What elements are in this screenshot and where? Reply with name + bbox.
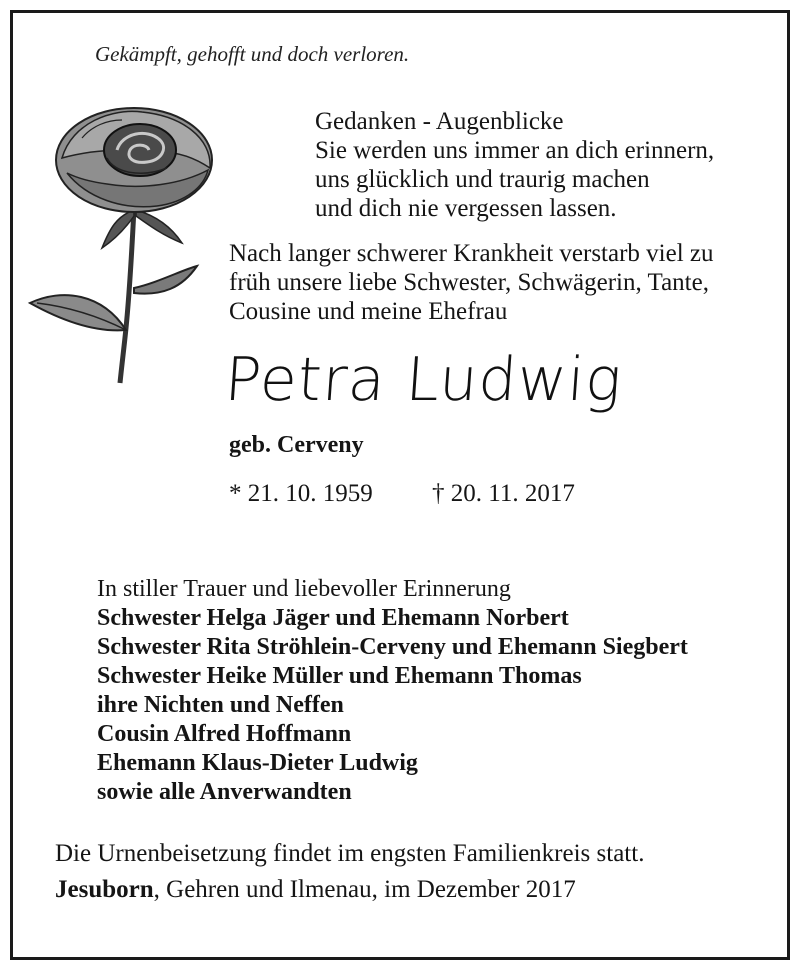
town-name: Jesuborn <box>55 876 154 903</box>
poem <box>315 107 714 223</box>
motto: Gekämpft, gehofft und doch verloren. <box>95 42 410 66</box>
deceased-name: Petra Ludwig <box>222 345 625 415</box>
life-dates <box>229 480 575 508</box>
place-date-rest: , Gehren und Ilmenau, im Dezember 2017 <box>153 876 576 903</box>
rose-icon <box>22 98 222 388</box>
mourners-list <box>97 575 688 807</box>
burial-note: Die Urnenbeisetzung findet im engsten Familienkreis statt. <box>55 840 645 867</box>
poem-line: und dich nie vergessen lassen. <box>315 195 617 222</box>
mourner-entry: Schwester Rita Ströhlein-Cerveny und Ehemann Siegbert <box>97 634 688 660</box>
mourners-intro: In stiller Trauer und liebevoller Erinnerung <box>97 576 511 602</box>
place-and-date <box>55 876 576 904</box>
announcement-line: Cousine und meine Ehefrau <box>229 298 508 325</box>
mourner-entry: Ehemann Klaus-Dieter Ludwig <box>97 750 418 776</box>
announcement-line: Nach langer schwerer Krankheit verstarb viel zu <box>229 240 714 267</box>
death-announcement <box>229 239 714 326</box>
poem-line: Gedanken - Augenblicke <box>315 108 564 135</box>
mourner-entry: Cousin Alfred Hoffmann <box>97 721 352 747</box>
mourner-entry: sowie alle Anverwandten <box>97 779 352 805</box>
mourner-entry: ihre Nichten und Neffen <box>97 692 344 718</box>
mourner-entry: Schwester Helga Jäger und Ehemann Norbert <box>97 605 569 631</box>
poem-line: Sie werden uns immer an dich erinnern, <box>315 137 715 164</box>
poem-line: uns glücklich und traurig machen <box>315 166 650 193</box>
announcement-line: früh unsere liebe Schwester, Schwägerin, Tante, <box>229 269 709 296</box>
death-date: † 20. 11. 2017 <box>432 480 575 507</box>
birth-name: geb. Cerveny <box>229 432 364 458</box>
birth-date: * 21. 10. 1959 <box>229 480 373 507</box>
mourner-entry: Schwester Heike Müller und Ehemann Thomas <box>97 663 582 689</box>
